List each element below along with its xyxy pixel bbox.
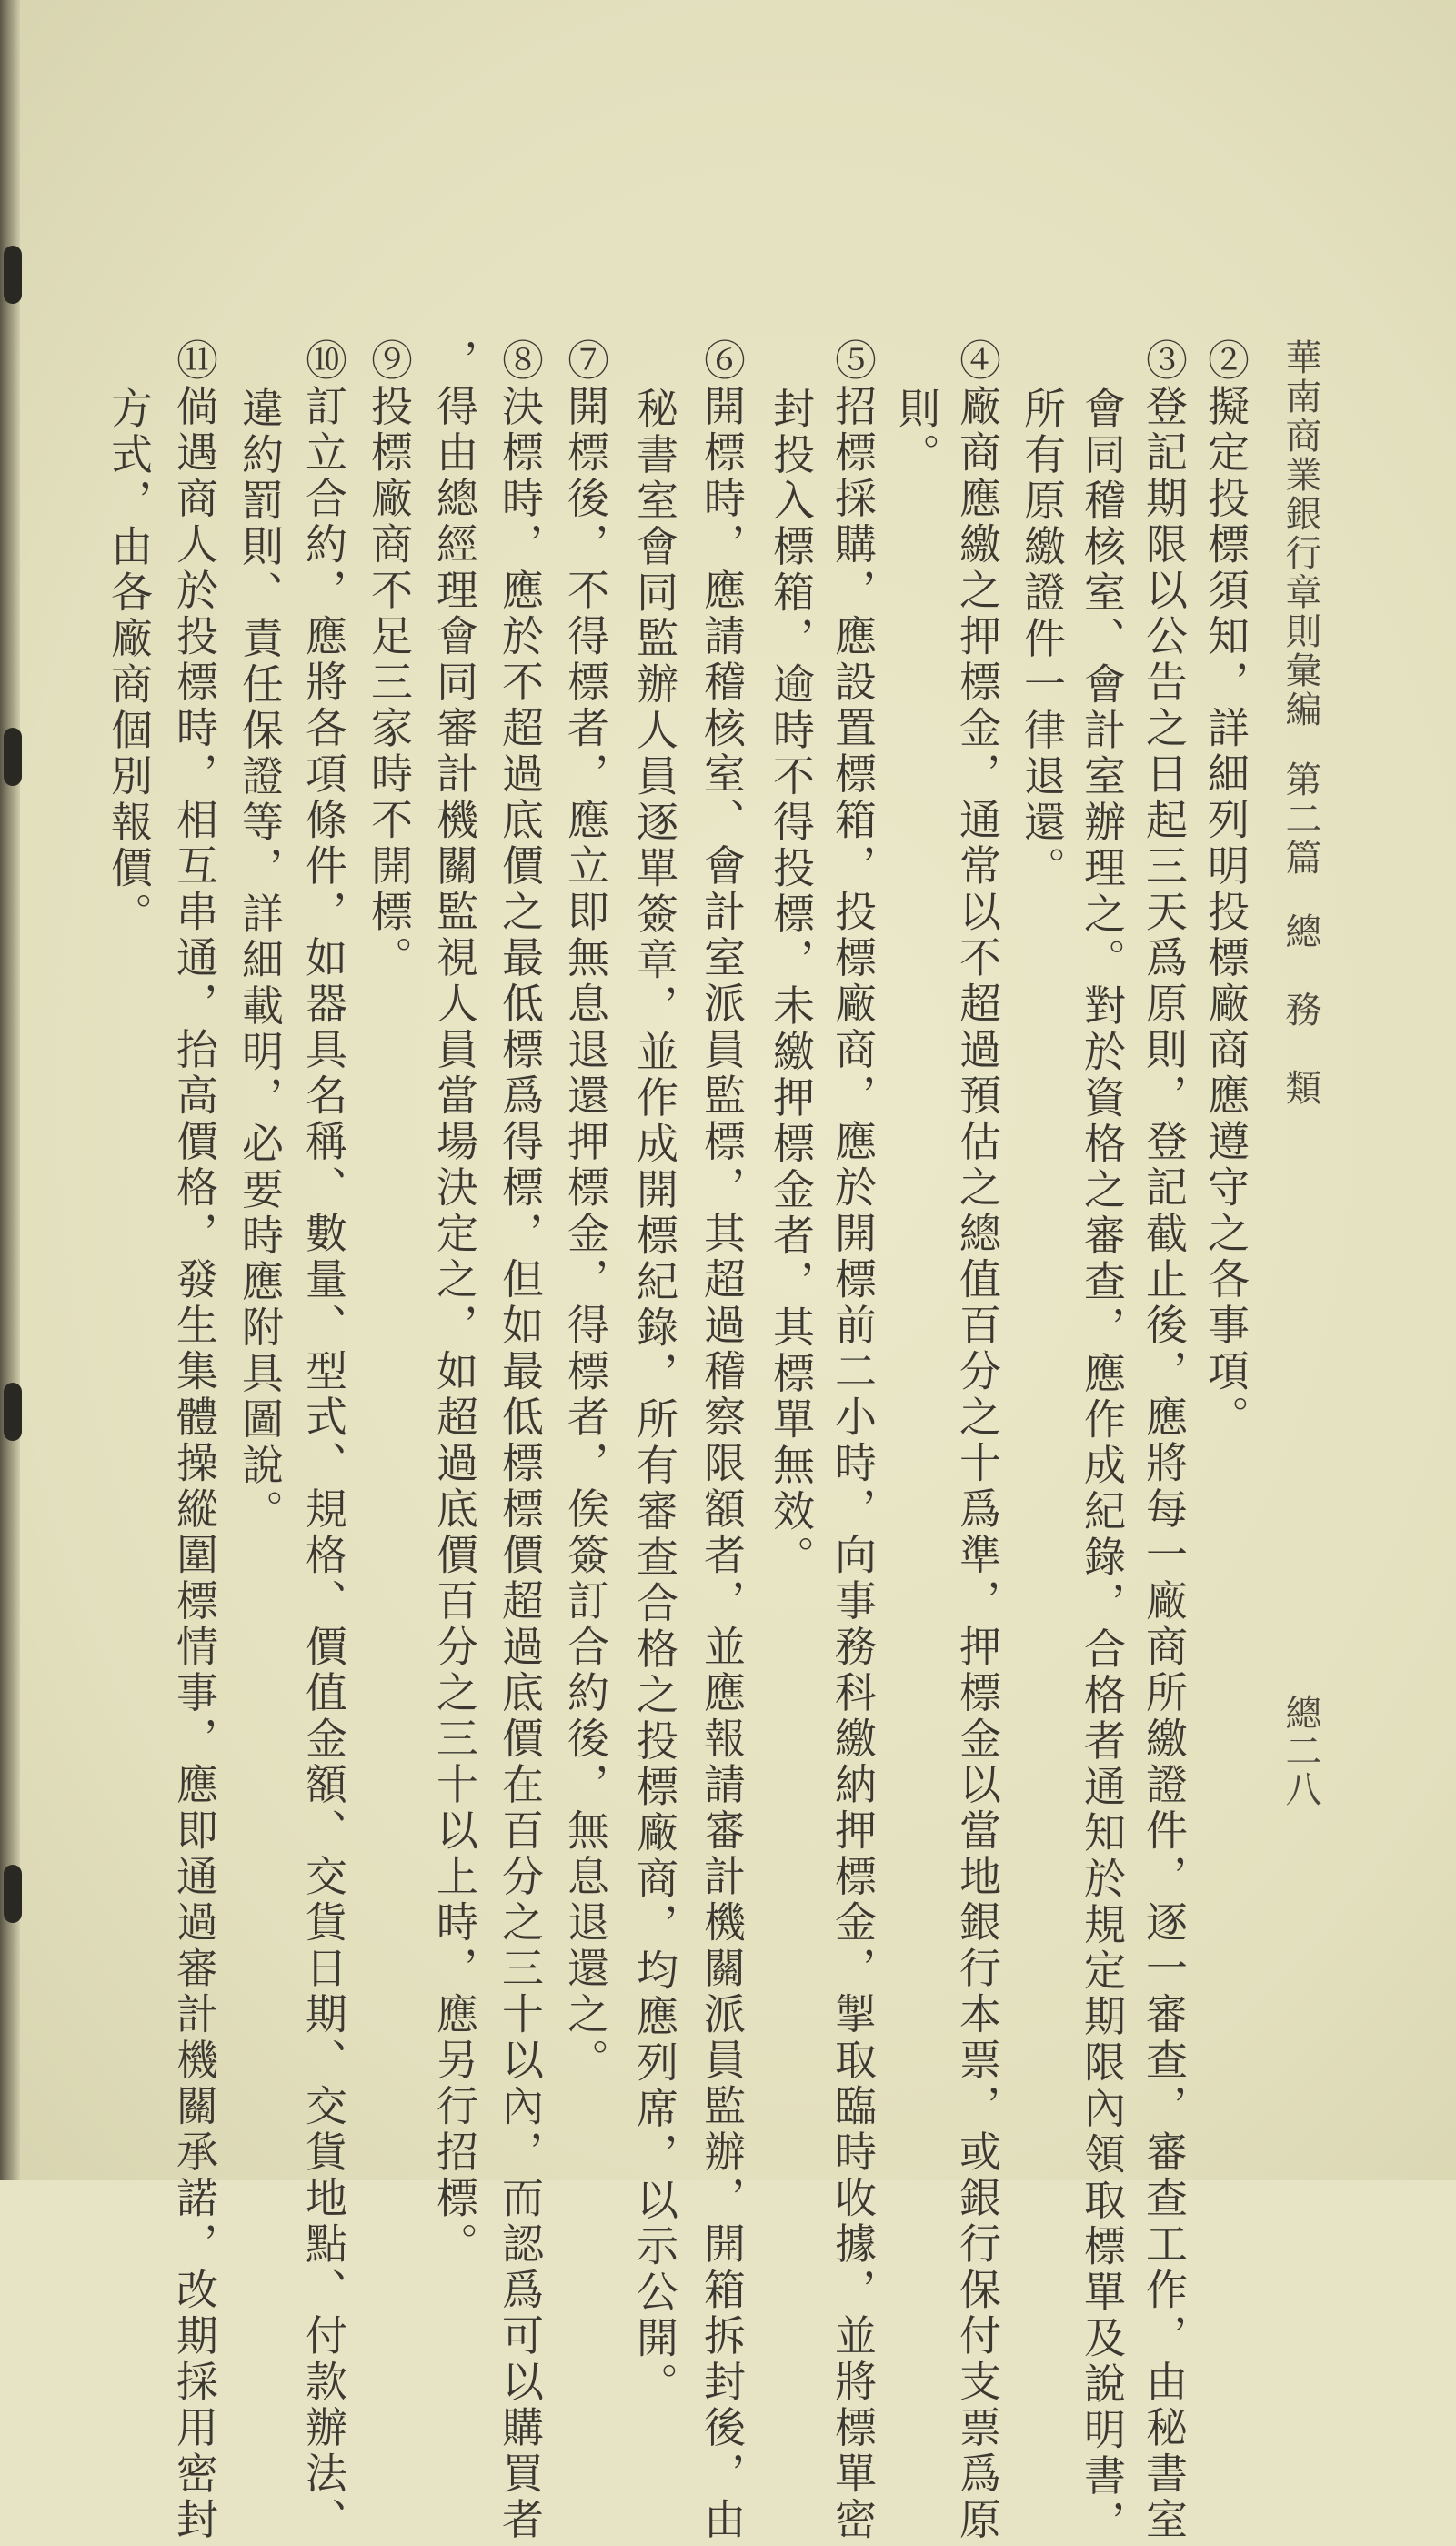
category-label: 總 務 類 [1280,912,1321,1108]
running-title: 華南商業銀行章則彙編 [1280,338,1321,730]
item-4-line-2: 則。 [892,387,941,478]
item-4-line-1: ④廠商應繳之押標金，通常以不超過預估之總值百分之十爲準，押標金以當地銀行本票，或銀行保付支票爲原 [953,338,1002,2543]
item-5-line-2: 封投入標箱，逾時不得投標，未繳押標金者，其標單無效。 [767,387,816,1581]
binding-stitch [4,728,22,786]
item-3-line-1: ③登記期限以公告之日起三天爲原則，登記截止後，應將每一廠商所繳證件，逐一審查，審查工作，由秘書室 [1140,338,1189,2543]
book-binding [0,0,20,2180]
item-10-line-1: ⑩訂立合約，應將各項條件，如器具名稱、數量、型式、規格、價值金額、交貨日期、交貨地點、付款辦法、 [299,338,348,2543]
page-number: 總二八 [1280,1694,1321,1808]
binding-stitch [4,246,22,304]
binding-stitch [4,1383,22,1441]
item-9-line-1: ⑨投標廠商不足三家時不開標。 [365,338,414,981]
item-7-line-1: ⑦開標後，不得標者，應立即無息退還押標金，得標者，俟簽訂合約後，無息退還之。 [561,338,610,2084]
item-6-line-2: 秘書室會同監辦人員逐單簽章，並作成開標紀錄，所有審查合格之投標廠商，均應列席，以示公開。 [630,387,679,2408]
item-11-line-1: ⑪倘遇商人於投標時，相互串通，抬高價格，發生集體操縱圍標情事，應即通過審計機關承諾，改期採用密封 [170,338,219,2543]
item-6-line-1: ⑥開標時，應請稽核室、會計室派員監標，其超過稽察限額者，並應報請審計機關派員監辦，開箱拆封後，由 [698,338,747,2543]
binding-stitch [4,1865,22,1923]
item-11-line-2: 方式，由各廠商個別報價。 [105,387,154,938]
item-8-line-2: ，得由總經理會同審計機關監視人員當場決定之，如超過底價百分之三十以上時，應另行招標。 [430,338,479,2268]
item-10-line-2: 違約罰則、責任保證等，詳細載明，必要時應附具圖說。 [236,387,285,1535]
item-2-line-1: ②擬定投標須知，詳細列明投標廠商應遵守之各事項。 [1201,338,1250,1441]
part-label: 第二篇 [1280,760,1321,878]
running-header [1273,338,1328,1108]
item-3-line-2: 會同稽核室、會計室辦理之。對於資格之審查，應作成紀錄，合格者通知於規定期限內領取標單及說明書， [1078,387,1127,2546]
item-8-line-1: ⑧決標時，應於不超過底價之最低標爲得標，但如最低標標價超過底價在百分之三十以內，而認爲可以購買者 [496,338,545,2543]
item-3-line-3: 所有原繳證件一律退還。 [1018,387,1067,892]
item-5-line-1: ⑤招標採購，應設置標箱，投標廠商，應於開標前二小時，向事務科繳納押標金，掣取臨時收據，並將標單密 [828,338,878,2543]
